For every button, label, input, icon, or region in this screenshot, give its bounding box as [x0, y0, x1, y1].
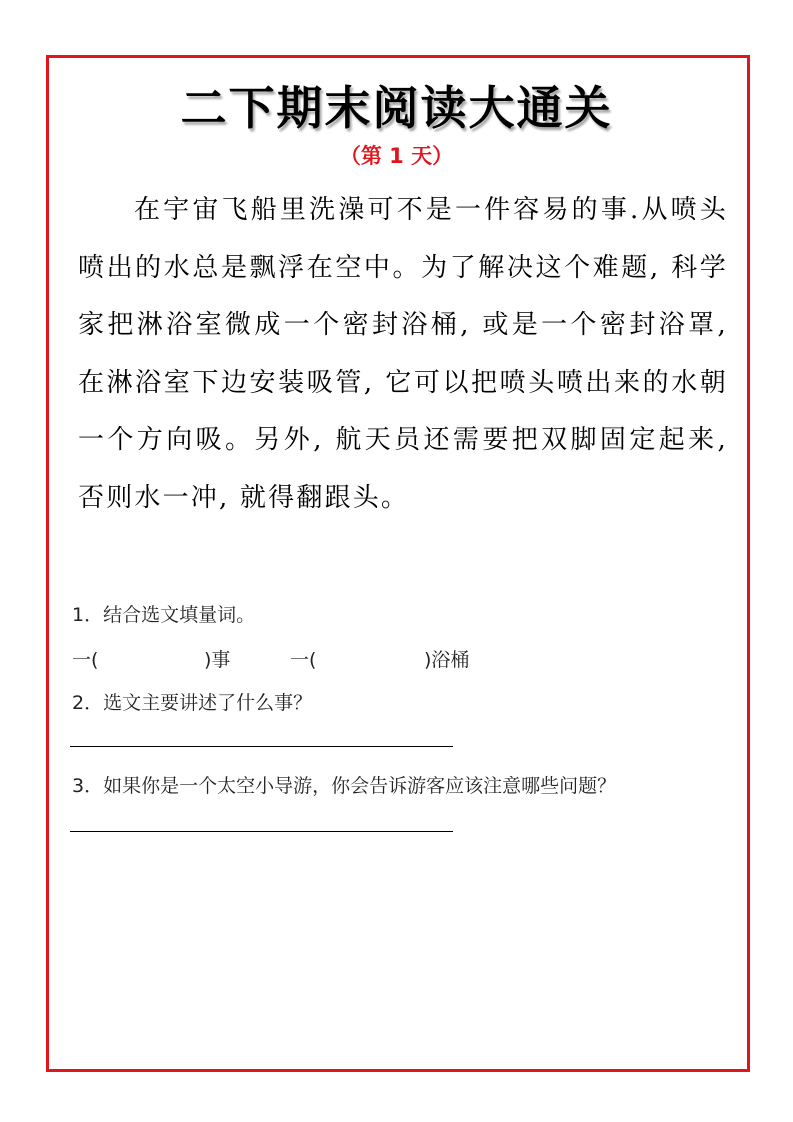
fill-a-close: )事	[204, 649, 231, 671]
fill-a-open: 一(	[72, 649, 99, 671]
question-2: 2．选文主要讲述了什么事？	[72, 692, 313, 714]
fill-b-close: )浴桶	[424, 649, 470, 671]
day-subtitle: （第 1 天）	[339, 144, 454, 168]
question-3: 3．如果你是一个太空小导游，你会告诉游客应该注意哪些问题？	[72, 775, 617, 797]
question-1: 1．结合选文填量词。	[72, 604, 256, 626]
fill-b-open: 一(	[290, 649, 317, 671]
reading-passage: 在宇宙飞船里洗澡可不是一件容易的事.从喷头喷出的水总是飘浮在空中。为了解决这个难题, 科学家把淋浴室微成一个密封浴桶, 或是一个密封浴罩, 在淋浴室下边安装吸管, 它可以把喷头喷出来的水朝一个方向吸。另外, 航天员还需要把双脚固定起来, 否则水一冲, 就得翻跟头。	[78, 195, 728, 513]
page-title: 二下期末阅读大通关	[180, 81, 613, 135]
answer-line-3[interactable]	[70, 831, 453, 832]
answer-line-2[interactable]	[70, 746, 453, 747]
